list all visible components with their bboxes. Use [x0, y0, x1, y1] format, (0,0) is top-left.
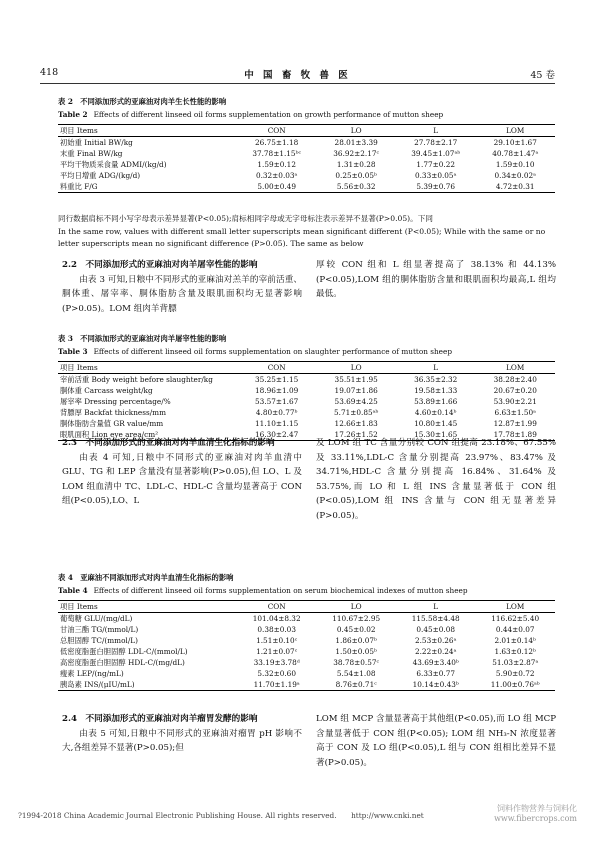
- copyright-footer: ?1994-2018 China Academic Journal Electronic Publishing House. All rights reserved. http://www.cnki.net: [18, 811, 424, 820]
- table-cell: 36.35±2.32: [414, 375, 458, 384]
- table-row: [58, 137, 555, 149]
- column-header: LO: [350, 126, 362, 135]
- table-cell: 0.44±0.07: [495, 625, 535, 634]
- row-label: 胴体脂肪含量值 GR value/mm: [60, 419, 164, 428]
- column-header: 项目 Items: [60, 126, 98, 135]
- table-row: [58, 159, 555, 170]
- column-header: L: [433, 126, 439, 135]
- table-note-cn: 同行数据肩标不同小写字母表示差异显著(P<0.05);肩标相同字母或无字母标注表示差异不显著(P>0.05)。下同: [58, 214, 433, 223]
- paragraph: 由表 5 可知,日粮中不同形式的亚麻油对瘤胃 pH 影响不大,各组差异不显著(P>0.05);但: [62, 728, 302, 754]
- table-cell: 33.19±3.78ᵈ: [253, 658, 300, 667]
- column-header: LOM: [506, 126, 525, 135]
- column-header: L: [433, 363, 439, 372]
- table-cell: 8.76±0.71ᶜ: [335, 680, 377, 689]
- table-cell: 0.34±0.02ᵃ: [494, 171, 536, 180]
- table-cell: 4.72±0.31: [495, 182, 535, 191]
- table-cell: 11.70±1.19ᵃ: [253, 680, 300, 689]
- table-cell: 4.80±0.77ᵇ: [255, 408, 298, 417]
- table-cell: 116.62±5.40: [491, 614, 540, 623]
- volume-label: 45 卷: [530, 70, 555, 81]
- table-row: [58, 624, 555, 635]
- table-cell: 28.01±3.39: [334, 138, 378, 147]
- table-cell: 53.69±4.25: [334, 397, 378, 406]
- table-row: [58, 374, 555, 386]
- table2-caption-en: Table 2 Effects of different linseed oil forms supplementation on growth performance of mutton sheep: [58, 110, 444, 119]
- table-cell: 101.04±8.32: [252, 614, 301, 623]
- table-cell: 35.51±1.95: [334, 375, 378, 384]
- table4-caption-cn: 表 4 亚麻油不同添加形式对肉羊血清生化指标的影响: [58, 573, 234, 582]
- journal-title: 中 国 畜 牧 兽 医: [244, 70, 351, 81]
- paragraph: 由表 4 可知,日粮中不同形式的亚麻油对肉羊血清中 GLU、TG 和 LEP 含量没有显著影响(P>0.05),但 LO、L 及 LOM 组血清中 TC、LDL-C、HDL-C 含量均显著高于 CON 组(P<0.05),LO、L: [62, 452, 302, 507]
- watermark: 饲料作物营养与饲料化 www.fibercrops.com: [494, 804, 577, 823]
- table-cell: 5.39±0.76: [416, 182, 455, 191]
- row-label: 低密度脂蛋白胆固醇 LDL-C/(mmol/L): [60, 647, 188, 656]
- table2-caption-cn: 表 2 不同添加形式的亚麻油对肉羊生长性能的影响: [58, 97, 227, 106]
- table-row: [58, 657, 555, 668]
- table-cell: 1.51±0.10ᶜ: [256, 636, 298, 645]
- row-label: 背膘厚 Backfat thickness/mm: [60, 408, 167, 417]
- table-cell: 0.38±0.03: [257, 625, 296, 634]
- table-cell: 115.58±4.48: [411, 614, 460, 623]
- row-label: 高密度脂蛋白胆固醇 HDL-C/(mg/dL): [60, 658, 185, 667]
- table-cell: 1.50±0.05ᵇ: [335, 647, 377, 656]
- table-cell: 19.07±1.86: [334, 386, 378, 395]
- column-header: LO: [350, 602, 362, 611]
- table-cell: 5.54±1.08: [336, 669, 376, 678]
- page-number: 418: [40, 67, 59, 78]
- table-cell: 10.80±1.45: [414, 419, 458, 428]
- column-header: CON: [267, 363, 286, 372]
- table-cell: 1.31±0.28: [336, 160, 376, 169]
- row-label: 末重 Final BW/kg: [60, 149, 123, 158]
- row-label: 初始重 Initial BW/kg: [60, 138, 133, 147]
- section-2-3-left: [62, 436, 302, 509]
- table-cell: 2.53±0.26ᵃ: [414, 636, 457, 645]
- row-label: 瘦素 LEP/(ng/mL): [60, 669, 124, 678]
- row-label: 平均日增重 ADG/(kg/d): [60, 171, 141, 180]
- table-row: [58, 148, 555, 159]
- table-row: [58, 679, 555, 691]
- table-cell: 26.75±1.18: [255, 138, 299, 147]
- table-cell: 17.78±1.89: [493, 430, 537, 439]
- table-cell: 0.33±0.05ᵃ: [414, 171, 457, 180]
- row-label: 甘油三酯 TG/(mmol/L): [60, 625, 139, 634]
- row-label: 屠宰率 Dressing percentage/%: [60, 397, 171, 406]
- table-cell: 38.78±0.57ᶜ: [333, 658, 380, 667]
- table-cell: 5.00±0.49: [257, 182, 296, 191]
- table-cell: 12.66±1.83: [334, 419, 378, 428]
- table-row: [58, 635, 555, 646]
- table-cell: 53.90±2.21: [493, 397, 537, 406]
- row-label: 胴体重 Carcass weight/kg: [60, 386, 153, 395]
- row-label: 料重比 F/G: [60, 182, 98, 191]
- table-cell: 11.00±0.76ᵃᵇ: [490, 680, 540, 689]
- table-cell: 0.32±0.03ᵃ: [255, 171, 298, 180]
- table-cell: 4.60±0.14ᵇ: [414, 408, 457, 417]
- table-cell: 38.28±2.40: [493, 375, 537, 384]
- row-label: 葡萄糖 GLU/(mg/dL): [60, 614, 133, 623]
- table4: [58, 600, 555, 691]
- table-row: [58, 646, 555, 657]
- table-row: [58, 170, 555, 181]
- table-cell: 18.96±1.09: [255, 386, 299, 395]
- table-header-row: [58, 125, 555, 137]
- table-cell: 0.25±0.05ᵇ: [335, 171, 377, 180]
- table-row: [58, 613, 555, 625]
- table-cell: 29.10±1.67: [493, 138, 537, 147]
- table-cell: 19.58±1.33: [414, 386, 458, 395]
- table-cell: 110.67±2.95: [332, 614, 381, 623]
- table-cell: 20.67±0.20: [493, 386, 537, 395]
- column-header: 项目 Items: [60, 363, 98, 372]
- row-label: 胰岛素 INS/(μIU/mL): [60, 680, 135, 689]
- column-header: CON: [267, 126, 286, 135]
- table-cell: 6.33±0.77: [416, 669, 455, 678]
- table-cell: 0.45±0.08: [416, 625, 455, 634]
- table-cell: 1.63±0.12ᵇ: [494, 647, 536, 656]
- table-cell: 12.87±1.99: [493, 419, 537, 428]
- table-cell: 53.89±1.66: [414, 397, 458, 406]
- row-label: 总胆固醇 TC/(mmol/L): [60, 636, 138, 645]
- section-2-2-right: 厚较 CON 组和 L 组显著提高了 38.13% 和 44.13%(P<0.05),LOM 组的胴体脂肪含量和眼肌面积均最高,L 组均最低。: [316, 260, 556, 300]
- table-cell: 40.78±1.47ᵃ: [492, 149, 539, 158]
- table-row: [58, 385, 555, 396]
- table3-caption-cn: 表 3 不同添加形式的亚麻油对肉羊屠宰性能的影响: [58, 334, 227, 343]
- section-2-4-right: LOM 组 MCP 含量显著高于其他组(P<0.05),而 LO 组 MCP 含量显著低于 CON 组(P<0.05); LOM 组 NH₃-N 浓度显著高于 CON 及 LO 组(P<0.05),L 组与 CON 组相比差异不显著(P>0.05)。: [316, 714, 556, 768]
- row-label: 平均干物质采食量 ADMI/(kg/d): [60, 160, 167, 169]
- table-row: [58, 668, 555, 679]
- table-cell: 6.63±1.50ᵃ: [494, 408, 536, 417]
- table-cell: 37.78±1.15ᵇᶜ: [252, 149, 302, 158]
- table-cell: 1.86±0.07ᵇ: [335, 636, 377, 645]
- table3: [58, 361, 555, 441]
- section-heading: 2.4 不同添加形式的亚麻油对肉羊瘤胃发酵的影响: [62, 714, 258, 724]
- table-cell: 15.30±1.65: [414, 430, 458, 439]
- table-cell: 53.57±1.67: [255, 397, 299, 406]
- table-header-row: [58, 601, 555, 613]
- column-header: 项目 Items: [60, 602, 98, 611]
- table-cell: 51.03±2.87ᵃ: [492, 658, 539, 667]
- table-cell: 10.14±0.43ᵇ: [412, 680, 459, 689]
- table-cell: 1.77±0.22: [416, 160, 455, 169]
- table3-caption-en: Table 3 Effects of different linseed oil forms supplementation on slaughter performance of mutton sheep: [58, 347, 452, 356]
- table-cell: 11.10±1.15: [255, 419, 299, 428]
- table-cell: 16.30±2.47: [255, 430, 299, 439]
- table-cell: 36.92±2.17ᶜ: [333, 149, 380, 158]
- table-cell: 2.01±0.14ᵇ: [494, 636, 536, 645]
- table-cell: 5.71±0.85ᵃᵇ: [334, 408, 379, 417]
- table-cell: 27.78±2.17: [414, 138, 458, 147]
- column-header: LO: [350, 363, 362, 372]
- table-row: [58, 418, 555, 429]
- section-2-4-left: [62, 712, 302, 756]
- table2: [58, 124, 555, 193]
- column-header: CON: [267, 602, 286, 611]
- section-heading: 2.2 不同添加形式的亚麻油对肉羊屠宰性能的影响: [62, 260, 258, 270]
- column-header: LOM: [506, 363, 525, 372]
- table-row: [58, 407, 555, 418]
- table-cell: 1.21±0.07ᶜ: [256, 647, 298, 656]
- row-label: 宰前活重 Body weight before slaughter/kg: [60, 375, 213, 384]
- table-cell: 1.59±0.12: [257, 160, 296, 169]
- table-cell: 17.26±1.52: [334, 430, 378, 439]
- table-cell: 5.56±0.32: [336, 182, 376, 191]
- table4-caption-en: Table 4 Effects of different linseed oil forms supplementation on serum biochemical indexes of mutton sheep: [58, 586, 468, 595]
- paragraph: 由表 3 可知,日粮中不同形式的亚麻油对羔羊的宰前活重、胴体重、屠宰率、胴体脂肪含量及眼肌面积均无显著影响(P>0.05)。LOM 组肉羊背膘: [62, 274, 302, 314]
- section-heading: 2.3 不同添加形式的亚麻油对肉羊血清生化指标的影响: [62, 438, 275, 448]
- table-cell: 39.45±1.07ᵃᵇ: [411, 149, 461, 158]
- table-row: [58, 396, 555, 407]
- column-header: LOM: [506, 602, 525, 611]
- table-cell: 2.22±0.24ᵃ: [414, 647, 457, 656]
- table-cell: 0.45±0.02: [336, 625, 376, 634]
- running-header: [40, 65, 555, 84]
- table-cell: 5.90±0.72: [495, 669, 535, 678]
- table-cell: 5.32±0.60: [257, 669, 296, 678]
- table-note-en: In the same row, values with different small letter superscripts mean significant different (P<0.05); While with the same or no letter superscripts mean no significant difference (P>0.05). The same as below: [58, 227, 546, 248]
- row-label: 眼肌面积 Lion eye area/cm²: [60, 430, 159, 439]
- table-cell: 1.59±0.10: [495, 160, 535, 169]
- table-cell: 43.69±3.40ᵇ: [412, 658, 459, 667]
- section-2-3-right: 及 LOM 组 TC 含量分别较 CON 组提高 23.18%、67.55% 及 33.11%,LDL-C 含量分别提高 23.97%、83.47% 及 34.71%,HDL-C 含量分别提高 16.84%、31.64% 及 53.75%,而 LO 和 L 组 INS 含量显著低于 CON 组(P<0.05),LOM 组 INS 含量与 CON 组无显著差异(P>0.05)。: [316, 438, 556, 521]
- column-header: L: [433, 602, 439, 611]
- table-row: [58, 181, 555, 193]
- table-cell: 35.25±1.15: [255, 375, 299, 384]
- table-header-row: [58, 362, 555, 374]
- section-2-2-left: [62, 258, 302, 316]
